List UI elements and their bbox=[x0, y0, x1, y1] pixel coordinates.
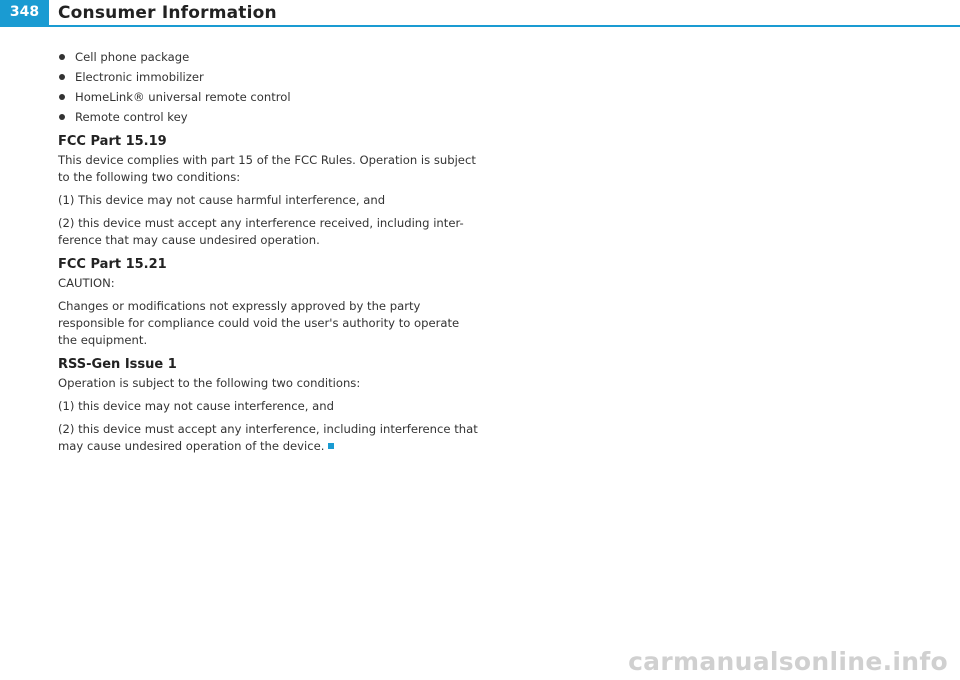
list-item: Electronic immobilizer bbox=[58, 69, 478, 86]
list-item: Remote control key bbox=[58, 109, 478, 126]
paragraph: (2) this device must accept any interference received, including inter- ference that may cause undesired operation. bbox=[58, 216, 464, 247]
header-divider bbox=[0, 25, 960, 27]
main-content bbox=[58, 49, 478, 461]
paragraph: This device complies with part 15 of the FCC Rules. Operation is subject to the following two conditions: bbox=[58, 153, 476, 184]
section-end-icon bbox=[328, 443, 334, 449]
page-number-tab: 348 bbox=[0, 0, 49, 25]
paragraph: (1) this device may not cause interference, and bbox=[58, 399, 334, 413]
paragraph bbox=[58, 421, 478, 455]
section-heading-fcc-15-21: FCC Part 15.21 bbox=[58, 257, 167, 272]
paragraph: (1) This device may not cause harmful interference, and bbox=[58, 193, 386, 207]
section-heading-rss-gen: RSS-Gen Issue 1 bbox=[58, 357, 177, 372]
paragraph: CAUTION: bbox=[58, 276, 115, 290]
paragraph-text: (2) this device must accept any interference, including interference that may cause undesired operation of the device. bbox=[58, 422, 478, 453]
watermark: carmanualsonline.info bbox=[628, 647, 948, 676]
list-item: Cell phone package bbox=[58, 49, 478, 66]
section-heading-fcc-15-19: FCC Part 15.19 bbox=[58, 134, 167, 149]
feature-list bbox=[58, 49, 478, 126]
list-item: HomeLink® universal remote control bbox=[58, 89, 478, 106]
page-title: Consumer Information bbox=[58, 3, 277, 23]
paragraph: Operation is subject to the following two conditions: bbox=[58, 376, 361, 390]
paragraph: Changes or modifications not expressly approved by the party responsible for compliance could void the user's authority to operate the equipment. bbox=[58, 299, 460, 347]
